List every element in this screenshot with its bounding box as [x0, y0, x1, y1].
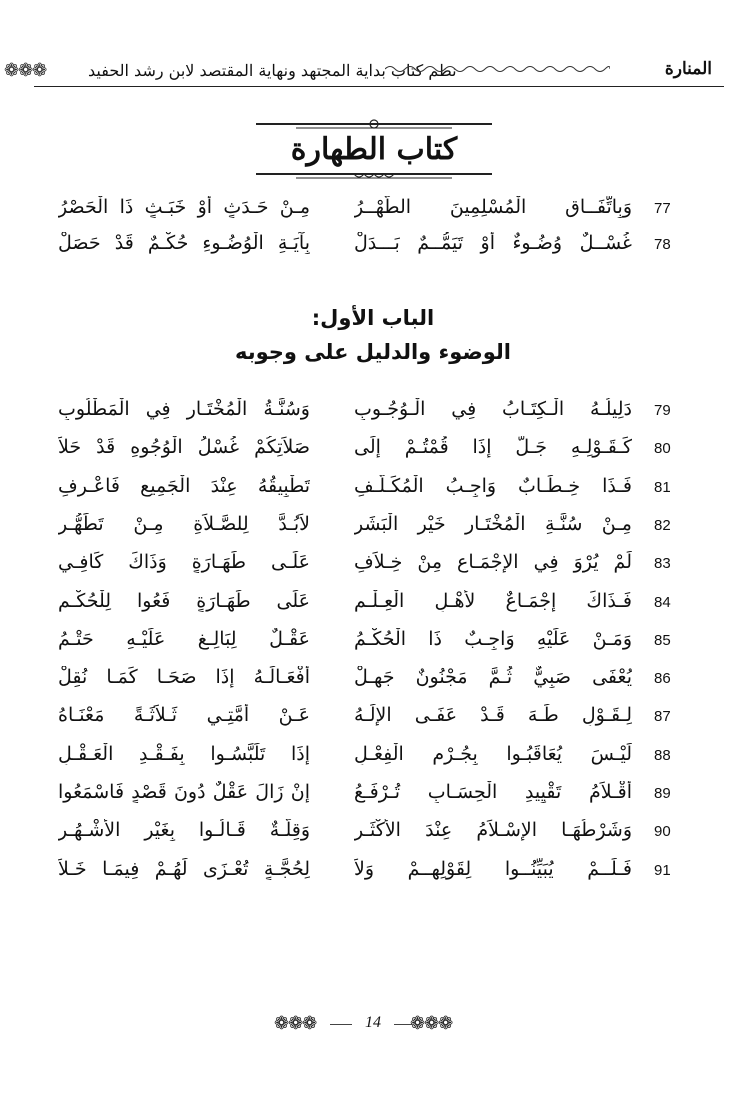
- verse-second-hemistich: وَقِلَّـةٌ قَـالُـوا بِغَيْرِ الأَشْـهُـرِ: [58, 819, 310, 842]
- verse-row: [0, 819, 746, 849]
- verse-second-hemistich: أَفْعَـالَـهُ إِذَا صَحَـا كَمَـا نُقِلْ: [58, 666, 310, 689]
- verse-row: [0, 196, 746, 226]
- verse-number: 82: [654, 516, 671, 534]
- verse-first-hemistich: مِـنْ سُنَّـةِ الْمُخْتَـارِ خَيْرِ الْبَشَرِ: [354, 512, 632, 535]
- footer-dash: [330, 1024, 352, 1025]
- verse-number: 91: [654, 861, 671, 879]
- running-header: [0, 56, 746, 86]
- verse-second-hemistich: عَـنْ أُمَّتِـي ثَـلاَثَـةً مَعْنَـاهُ: [58, 704, 310, 727]
- verse-second-hemistich: مِـنْ حَـدَثٍ أَوْ خَبَـثٍ ذَا الْحَصْرُ: [58, 196, 310, 218]
- section-heading-line1: الباب الأول:: [311, 306, 435, 330]
- verse-first-hemistich: وَمَـنْ عَلَيْهِ وَاجِـبٌ ذَا الْحُكْـمُ: [354, 627, 632, 650]
- verse-row: [0, 858, 746, 888]
- verse-row: [0, 551, 746, 581]
- chapter-heading: [236, 118, 512, 184]
- header-wave-ornament: [385, 62, 610, 76]
- verse-first-hemistich: يُعْفَى صَبِيٌّ ثُـمَّ مَجْنُونٌ جَهِـلْ: [354, 666, 632, 689]
- verse-number: 79: [654, 402, 671, 419]
- header-rule: [34, 86, 724, 87]
- verse-second-hemistich: عَقْـلٌ لِبَالِـغٍ عَلَيْـهِ حَتْـمُ: [58, 627, 310, 650]
- verse-number: 80: [654, 440, 671, 458]
- header-ornament: ❁❁❁: [4, 60, 47, 81]
- verse-second-hemistich: وَسُنَّـةُ الْمُخْتَـارِ فِي الْمَطْلُوبِ: [58, 398, 310, 420]
- verse-second-hemistich: صَلاَتِكُمْ غُسْلُ الْوُجُوهِ قَدْ حَلاَ: [58, 436, 310, 459]
- verse-number: 88: [654, 746, 671, 764]
- verse-row: [0, 666, 746, 696]
- verse-first-hemistich: فَـذَا خِـطَـابٌ وَاجِـبُ الْمُكَـلَّـفِ: [354, 474, 632, 497]
- verse-first-hemistich: أَقْـلاَمُ تَقْيِيدِ الْحِسَـابِ تُـرْفَـعُ: [354, 781, 632, 803]
- verse-number: 78: [654, 236, 671, 253]
- verse-row: [0, 436, 746, 466]
- verse-first-hemistich: فَـذَاكَ إِجْمَـاعٌ لأَهْـلِ الْعِـلْـمِ: [354, 589, 632, 612]
- verse-second-hemistich: لِحُجَّـةٍ تُعْـزَى لَهُـمْ فِيمَـا خَـلاَ: [58, 857, 310, 880]
- verse-row: [0, 590, 746, 620]
- verse-row: [0, 475, 746, 505]
- verse-number: 84: [654, 593, 671, 611]
- verse-row: [0, 781, 746, 811]
- verse-first-hemistich: وَبِاتِّفَــاقِ الْمُسْلِمِينَ الطُّهْــرُ: [354, 196, 632, 218]
- verse-second-hemistich: إِذَا تَلَبَّسُـوا بِفَـقْـدِ الْعَـقْـلِ: [58, 742, 310, 765]
- header-book-title: نظم كتاب بداية المجتهد ونهاية المقتصد لابن رشد الحفيد: [88, 61, 457, 80]
- verse-first-hemistich: كَـقَـوْلِـهِ جَـلَّ إِذَا قُمْتُـمْ إِلَى: [354, 436, 632, 459]
- verse-row: [0, 232, 746, 262]
- verse-number: 77: [654, 200, 671, 217]
- header-journal-name: المنارة: [664, 59, 712, 79]
- verse-row: [0, 513, 746, 543]
- verse-number: 89: [654, 785, 671, 802]
- verse-number: 85: [654, 631, 671, 649]
- verse-first-hemistich: دَلِيلُـهُ الْـكِتَـابُ فِي الْـوُجُـوبِ: [354, 398, 632, 420]
- verse-row: [0, 628, 746, 658]
- verse-second-hemistich: عَلَى طَهَـارَةٍ فَعُوا لِلْحُكْـمِ: [58, 589, 310, 612]
- verse-first-hemistich: فَـلَــمْ يُبَيِّنُــوا لِقَوْلِهِــمْ وَلاَ: [354, 857, 632, 880]
- verse-second-hemistich: عَلَـى طَهَـارَةٍ وَذَاكَ كَافِـي: [58, 551, 310, 574]
- verse-number: 86: [654, 670, 671, 688]
- verse-second-hemistich: إِنْ زَالَ عَقْلٌ دُونَ قَصْدٍ فَاسْمَعُوا: [58, 781, 310, 803]
- verse-first-hemistich: لَيْـسَ يُعَاقَبُـوا بِجُـرْمِ الْفِعْـلِ: [354, 742, 632, 765]
- verse-first-hemistich: لَمْ يُرْوَ فِي الإِجْمَـاعِ مِنْ خِـلاَفِ: [354, 551, 632, 574]
- verse-row: [0, 704, 746, 734]
- page-footer: [0, 1012, 746, 1042]
- page-number: 14: [365, 1014, 381, 1031]
- verse-row: [0, 398, 746, 428]
- verse-second-hemistich: لاَبُـدَّ لِلصَّـلاَةِ مِـنْ تَطَهُّـرِ: [58, 512, 310, 535]
- verse-second-hemistich: بِآيَـةِ الْوُضُـوءِ حُكْـمٌ قَدْ حَصَلْ: [58, 232, 310, 254]
- chapter-title: كتاب الطهارة: [290, 132, 458, 167]
- verse-number: 90: [654, 823, 671, 841]
- verse-row: [0, 743, 746, 773]
- section-heading-line2: الوضوء والدليل على وجوبه: [235, 340, 511, 364]
- footer-ornament-left: ❁❁❁: [274, 1013, 317, 1034]
- verse-number: 83: [654, 555, 671, 573]
- verse-number: 81: [654, 478, 671, 496]
- verse-number: 87: [654, 708, 671, 726]
- verse-first-hemistich: لِـقَـوْلِ طَـهَ قَـدْ عَفَـى الإِلَـهُ: [354, 704, 632, 727]
- verse-second-hemistich: تَطْبِيقُهُ عِنْدَ الْجَمِيعِ فَاعْـرِفِ: [58, 474, 310, 497]
- footer-ornament-right: ❁❁❁: [410, 1013, 453, 1034]
- verse-first-hemistich: غُسْــلٌ وُضُـوءٌ أَوْ تَيَمُّــمٌ بَـــدَلْ: [354, 232, 632, 254]
- verse-first-hemistich: وَشَرْطُهَـا الإِسْـلاَمُ عِنْدَ الأَكْثَـرِ: [354, 819, 632, 842]
